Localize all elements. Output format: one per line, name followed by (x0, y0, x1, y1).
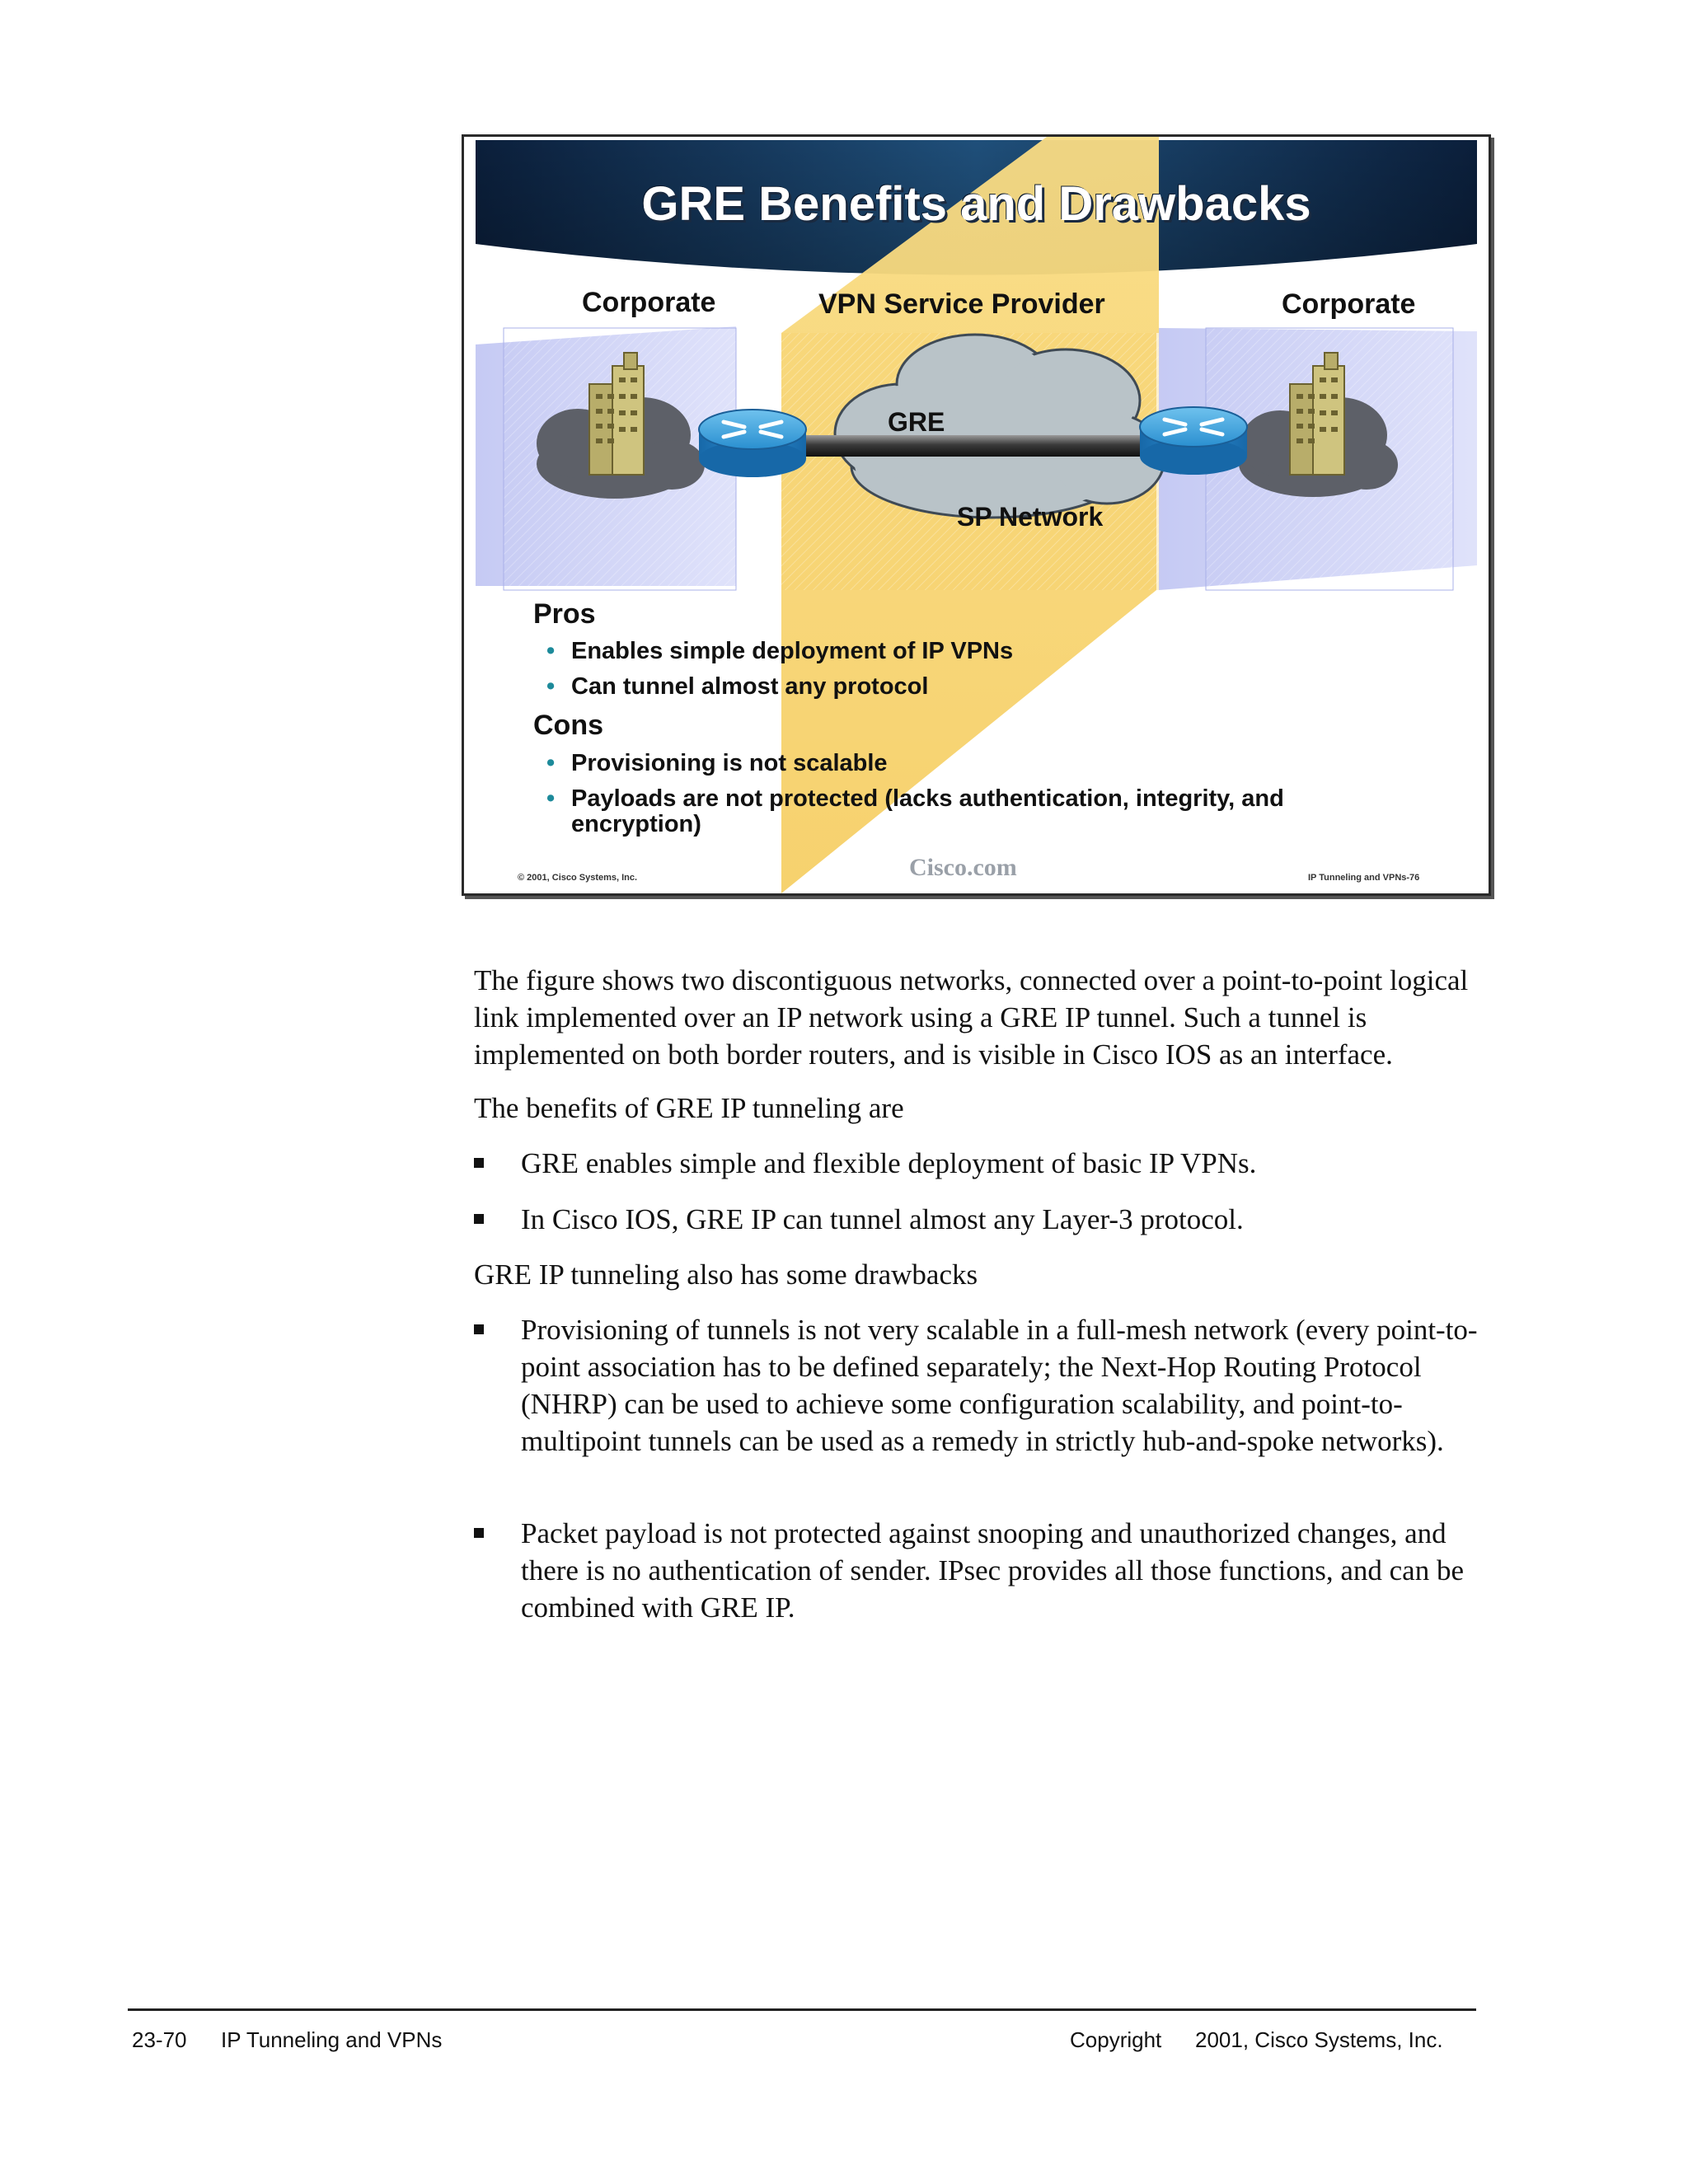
footer-copyright-label: Copyright (1070, 2027, 1162, 2052)
drawback-item: Packet payload is not protected against snooping and unauthorized changes, and there is no authentication of sender. IPsec provides all those functions, and can be combined with GRE IP. (474, 1515, 1488, 1626)
benefit-item: In Cisco IOS, GRE IP can tunnel almost any Layer-3 protocol. (474, 1201, 1488, 1238)
label-corporate-right: Corporate (1282, 288, 1416, 320)
footer-page-number: 23-70 (132, 2027, 187, 2052)
label-gre: GRE (888, 407, 945, 437)
drawback-item: Provisioning of tunnels is not very scalable in a full-mesh network (every point-to-point association has to be defined separately; the Next-Hop Routing Protocol (NHRP) can be used to achieve some configuration scalability, and point-to-multipoint tunnels can be used as a remedy in strictly hub-and-spoke networks). (474, 1311, 1488, 1497)
benefits-lead: The benefits of GRE IP tunneling are (474, 1092, 904, 1124)
pros-item: • Can tunnel almost any protocol (546, 673, 929, 700)
slide-figure (462, 134, 1491, 896)
square-bullet-icon (474, 1528, 484, 1538)
cons-heading: Cons (533, 710, 603, 741)
square-bullet-icon (474, 1324, 484, 1334)
slide-footer-number: IP Tunneling and VPNs-76 (1308, 873, 1420, 883)
label-sp-network: SP Network (957, 502, 1104, 532)
right-router-icon (1140, 407, 1247, 475)
label-corporate-left: Corporate (582, 287, 716, 318)
footer-copyright-text: 2001, Cisco Systems, Inc. (1195, 2027, 1443, 2052)
benefit-item: GRE enables simple and flexible deployment of basic IP VPNs. (474, 1145, 1488, 1182)
slide-footer-copyright: © 2001, Cisco Systems, Inc. (518, 873, 638, 883)
square-bullet-icon (474, 1214, 484, 1224)
drawbacks-lead: GRE IP tunneling also has some drawbacks (474, 1258, 978, 1291)
footer-section-title: IP Tunneling and VPNs (221, 2027, 443, 2052)
pros-heading: Pros (533, 598, 596, 630)
slide-title: GRE Benefits and Drawbacks (641, 177, 1311, 231)
footer-rule (128, 2008, 1476, 2011)
label-vpn-service-provider: VPN Service Provider (818, 288, 1105, 320)
pros-item: • Enables simple deployment of IP VPNs (546, 638, 1014, 664)
left-router-icon (699, 410, 806, 477)
gre-tunnel-pipe (794, 435, 1156, 457)
cons-item: • Payloads are not protected (lacks authentication, integrity, and encryption) (546, 785, 1284, 837)
cons-item: • Provisioning is not scalable (546, 750, 888, 776)
cisco-logo-text: Cisco.com (909, 854, 1017, 881)
intro-paragraph: The figure shows two discontiguous networks, connected over a point-to-point logical link implemented over an IP network using a GRE IP tunnel. Such a tunnel is implemented on both border routers, and is visible in Cisco IOS as an interface. (474, 964, 1469, 1071)
square-bullet-icon (474, 1158, 484, 1168)
